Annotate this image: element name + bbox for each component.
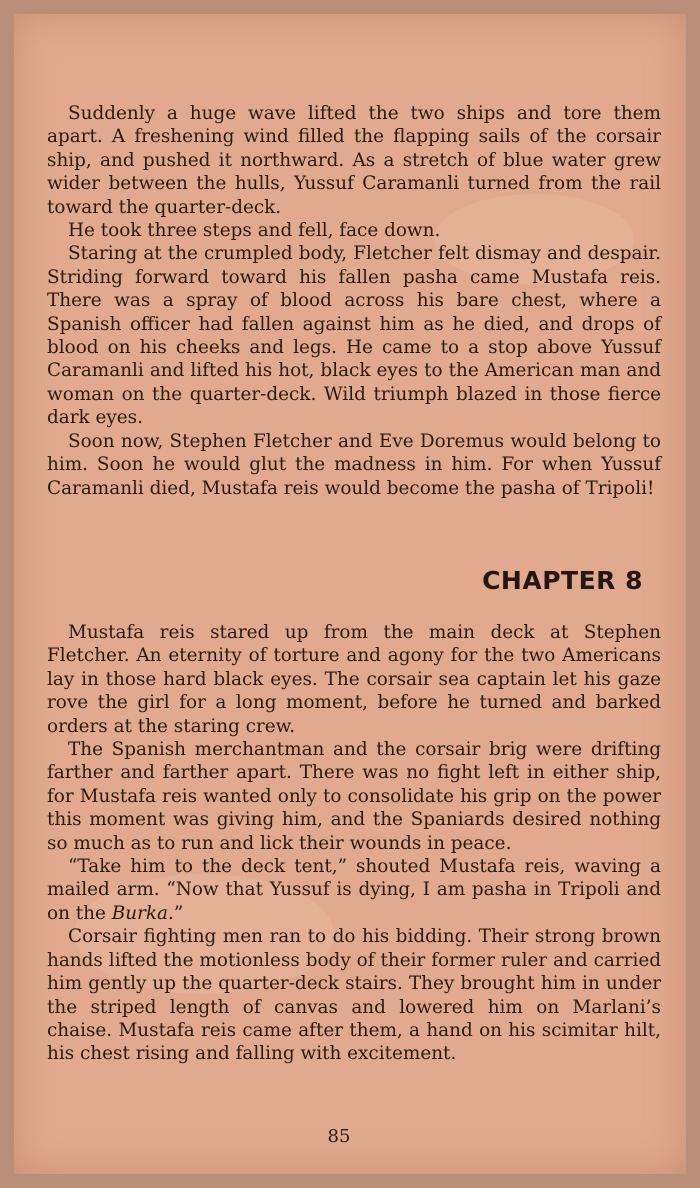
book-page	[14, 14, 686, 1174]
dialogue-text: “Take him to the deck tent,” shouted Mustafa reis, waving a mailed arm. “Now that Yussuf is dying, I am pasha in Tripoli and on the	[47, 856, 661, 924]
paragraph: Mustafa reis stared up from the main deck at Stephen Fletcher. An eternity of torture and agony for the two Americans lay in those hard black eyes. The corsair sea captain let his gaze rove the girl for a long moment, before he turned and barked orders at the staring crew.	[47, 622, 661, 737]
dialogue-end: .”	[168, 902, 184, 924]
paragraph: Corsair fighting men ran to do his bidding. Their strong brown hands lifted the motionless body of their former ruler and carried him gently up the quarter-deck stairs. They brought him in under the striped length of canvas and lowered him on Marlani’s chaise. Mustafa reis came after them, a hand on his scimitar hilt, his chest rising and falling with excitement.	[47, 926, 661, 1065]
paragraph: He took three steps and fell, face down.	[68, 220, 441, 242]
paragraph: Soon now, Stephen Fletcher and Eve Doremus would belong to him. Soon he would glut the madness in him. For when Yussuf Caramanli died, Mustafa reis would become the pasha of Tripoli!	[47, 430, 661, 499]
chapter-heading: CHAPTER 8	[482, 566, 643, 595]
page-number: 85	[327, 1126, 351, 1147]
paragraph: Staring at the crumpled body, Fletcher felt dismay and despair. Striding forward toward his fallen pasha came Mustafa reis. There was a spray of blood across his bare chest, where a Spanish officer had fallen against him as he died, and drops of blood on his cheeks and legs. He came to a stop above Yussuf Caramanli and lifted his hot, black eyes to the American man and woman on the quarter-deck. Wild triumph blazed in those fierce dark eyes.	[47, 243, 661, 429]
paragraph: Suddenly a huge wave lifted the two ships and tore them apart. A freshening wind filled the flapping sails of the corsair ship, and pushed it northward. As a stretch of blue water grew wider between the hulls, Yussuf Caramanli turned from the rail toward the quarter-deck.	[47, 103, 661, 218]
dialogue-paragraph	[47, 855, 661, 925]
chapter-section	[47, 621, 661, 1066]
paragraph: The Spanish merchantman and the corsair brig were drifting farther and farther apart. There was no fight left in either ship, for Mustafa reis wanted only to consolidate his grip on the power this moment was giving him, and the Spaniards desired nothing so much as to run and lick their wounds in peace.	[47, 739, 661, 854]
opening-section	[47, 102, 661, 500]
ship-name: Burka	[111, 902, 168, 924]
